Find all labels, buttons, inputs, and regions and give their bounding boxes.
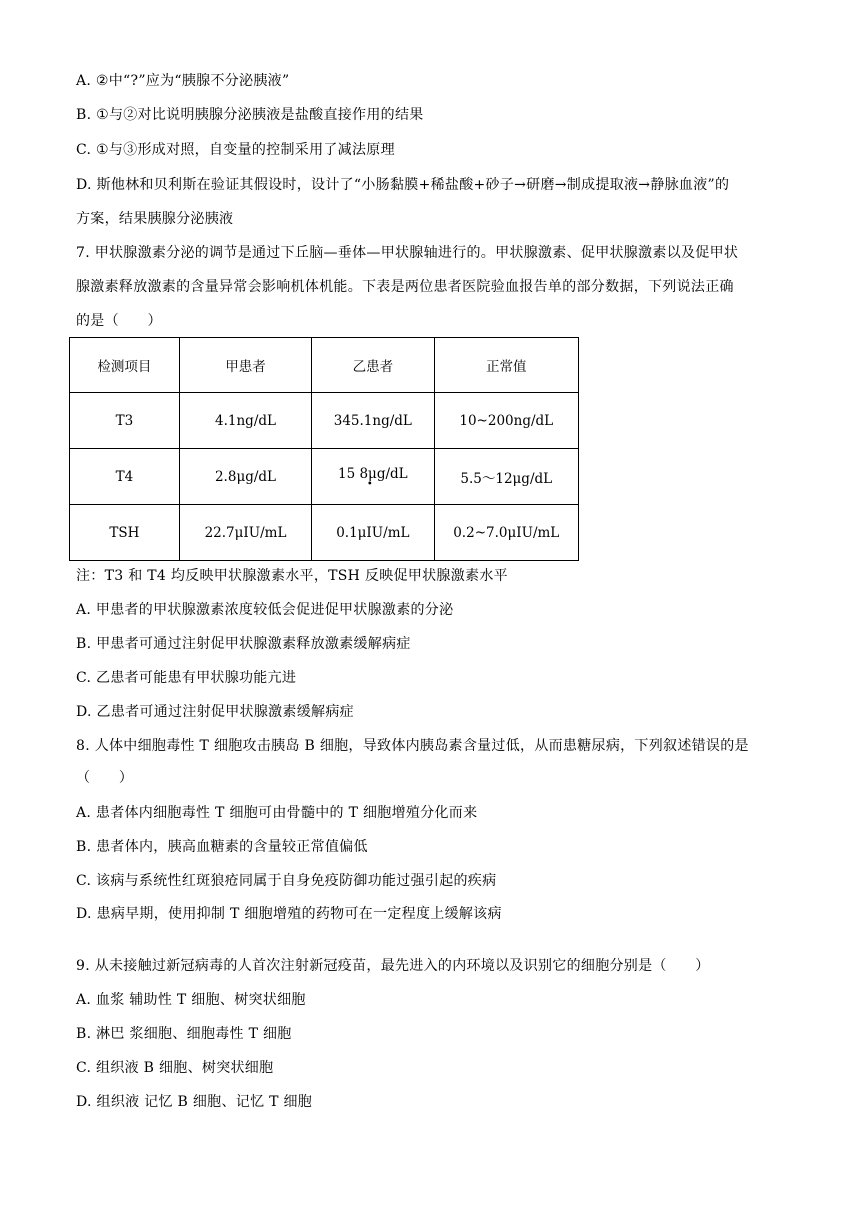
q9-option-c: C. 组织液 B 细胞、树突状细胞 (76, 1060, 274, 1076)
table-cell: 345.1ng/dL (312, 393, 434, 449)
q6-option-c: C. ①与③形成对照，自变量的控制采用了减法原理 (76, 142, 395, 158)
q6-option-b: B. ①与②对比说明胰腺分泌胰液是盐酸直接作用的结果 (76, 107, 424, 123)
q8-stem-line-2: （ ） (76, 770, 134, 786)
table-row (70, 393, 579, 449)
table-cell-text: 15 8μg/dL (338, 465, 408, 482)
table-header-cell: 乙患者 (312, 338, 434, 393)
table-cell: T4 (70, 449, 180, 505)
q8-option-a: A. 患者体内细胞毒性 T 细胞可由骨髓中的 T 细胞增殖分化而来 (76, 805, 478, 821)
q7-table-note: 注：T3 和 T4 均反映甲状腺激素水平，TSH 反映促甲状腺激素水平 (76, 568, 508, 584)
table-cell: 22.7μIU/mL (179, 505, 311, 561)
q6-option-d-continued: 方案，结果胰腺分泌胰液 (76, 211, 234, 227)
table-cell: T3 (70, 393, 180, 449)
table-cell: 0.1μIU/mL (312, 505, 434, 561)
table-cell: 0.2~7.0μIU/mL (434, 505, 578, 561)
q7-stem-line-2: 腺激素释放激素的含量异常会影响机体机能。下表是两位患者医院验血报告单的部分数据，下列说法正确 (76, 279, 734, 295)
q6-option-d: D. 斯他林和贝利斯在验证其假设时，设计了“小肠黏膜+稀盐酸+砂子→研磨→制成提取液→静脉血液”的 (76, 177, 730, 193)
q8-option-c: C. 该病与系统性红斑狼疮同属于自身免疫防御功能过强引起的疾病 (76, 873, 497, 889)
table-cell: 5.5～12μg/dL (434, 449, 578, 505)
q9-stem: 9. 从未接触过新冠病毒的人首次注射新冠疫苗，最先进入的内环境以及识别它的细胞分别是（ ） (76, 958, 710, 974)
q7-option-c: C. 乙患者可能患有甲状腺功能亢进 (76, 670, 297, 686)
q7-option-d: D. 乙患者可通过注射促甲状腺激素缓解病症 (76, 704, 354, 720)
q7-option-a: A. 甲患者的甲状腺激素浓度较低会促进促甲状腺激素的分泌 (76, 602, 454, 618)
q8-stem-line-1: 8. 人体中细胞毒性 T 细胞攻击胰岛 B 细胞，导致体内胰岛素含量过低，从而患糖尿病，下列叙述错误的是 (76, 738, 749, 754)
table-cell: 2.8μg/dL (179, 449, 311, 505)
q6-option-a: A. ②中“?”应为“胰腺不分泌胰液” (76, 73, 290, 89)
table-cell (312, 449, 434, 505)
table-row (70, 505, 579, 561)
table-cell: 4.1ng/dL (179, 393, 311, 449)
table-cell: TSH (70, 505, 180, 561)
table-header-cell: 检测项目 (70, 338, 180, 393)
q8-option-b: B. 患者体内，胰高血糖素的含量较正常值偏低 (76, 839, 368, 855)
table-cell: 10~200ng/dL (434, 393, 578, 449)
table-row (70, 449, 579, 505)
q8-option-d: D. 患病早期，使用抑制 T 细胞增殖的药物可在一定程度上缓解该病 (76, 906, 502, 922)
table-header-row (70, 338, 579, 393)
stray-dot-mark: • (366, 478, 373, 490)
q7-stem-line-3: 的是（ ） (76, 313, 162, 329)
q9-option-a: A. 血浆 辅助性 T 细胞、树突状细胞 (76, 992, 306, 1008)
q9-option-d: D. 组织液 记忆 B 细胞、记忆 T 细胞 (76, 1094, 313, 1110)
blood-test-table (69, 337, 579, 561)
table-header-cell: 正常值 (434, 338, 578, 393)
table-header-cell: 甲患者 (179, 338, 311, 393)
q9-option-b: B. 淋巴 浆细胞、细胞毒性 T 细胞 (76, 1026, 292, 1042)
q7-option-b: B. 甲患者可通过注射促甲状腺激素释放激素缓解病症 (76, 636, 411, 652)
q7-stem-line-1: 7. 甲状腺激素分泌的调节是通过下丘脑—垂体—甲状腺轴进行的。甲状腺激素、促甲状腺激素以及促甲状 (76, 245, 739, 261)
